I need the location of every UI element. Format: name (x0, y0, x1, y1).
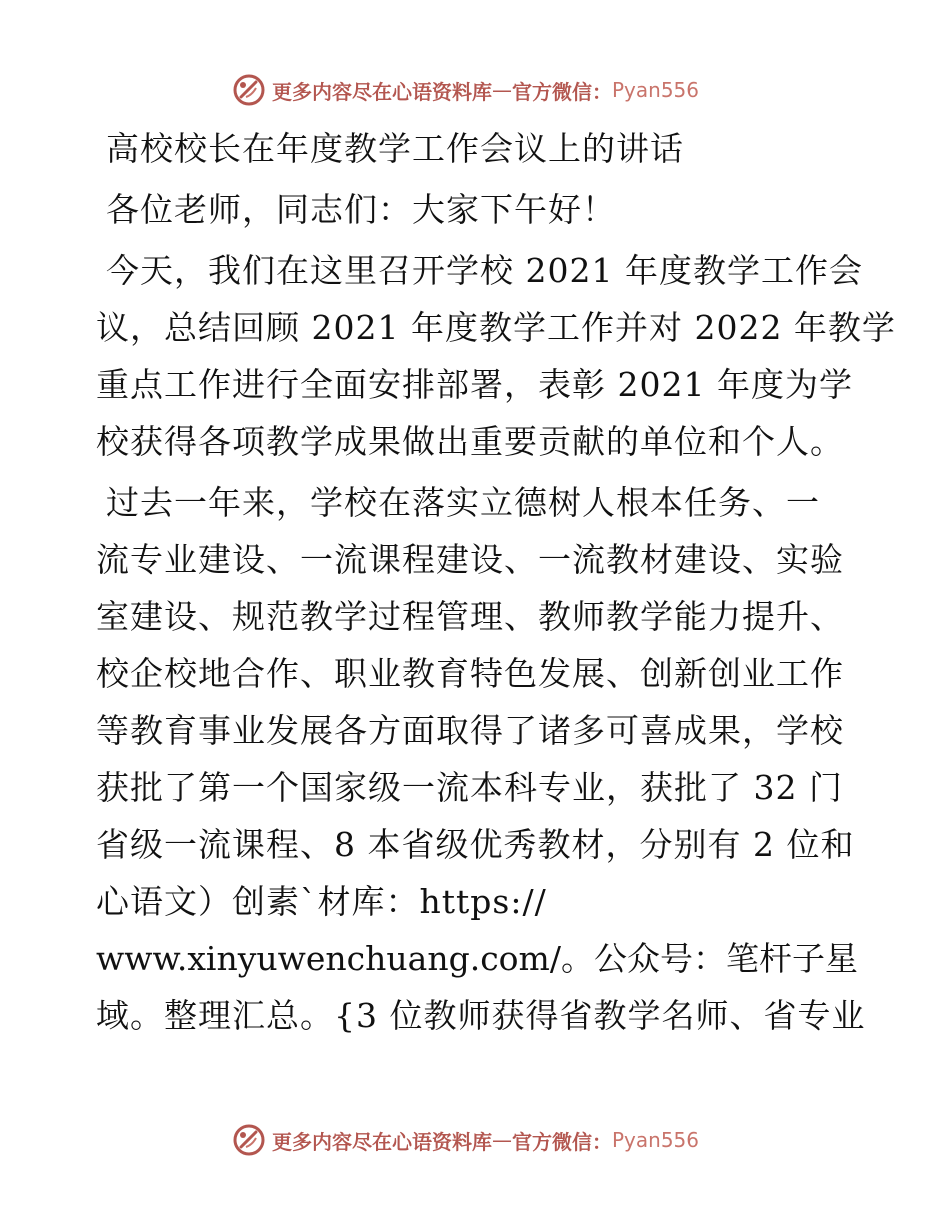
footer-watermark-banner (232, 1120, 732, 1160)
header-watermark-banner (232, 70, 732, 110)
banner-separator: — (492, 78, 512, 102)
paragraph-line: 省级一流课程、8 本省级优秀教材，分别有 2 位和 (96, 825, 855, 864)
paragraph-line: 室建设、规范教学过程管理、教师教学能力提升、 (96, 597, 844, 636)
paragraph-line: 等教育事业发展各方面取得了诸多可喜成果，学校 (96, 711, 844, 750)
document-title: 高校校长在年度教学工作会议上的讲话 (106, 129, 684, 168)
paragraph-line: 域。整理汇总。{3 位教师获得省教学名师、省专业 (96, 996, 866, 1035)
brand-logo-icon (232, 73, 266, 107)
banner-separator: — (492, 1128, 512, 1152)
paragraph-line: 校企校地合作、职业教育特色发展、创新创业工作 (96, 654, 844, 693)
banner-wechat-id: Pyan556 (612, 1128, 700, 1152)
paragraph-line: www.xinyuwenchuang.com/。公众号：笔杆子星 (96, 939, 858, 978)
banner-official-label: 官方微信： (512, 1129, 612, 1154)
paragraph-line: 流专业建设、一流课程建设、一流教材建设、实验 (96, 540, 844, 579)
banner-wechat-id: Pyan556 (612, 78, 700, 102)
paragraph-line: 心语文）创素`材库：https:// (96, 882, 547, 921)
banner-official-label: 官方微信： (512, 79, 612, 104)
brand-logo-icon (232, 1123, 266, 1157)
paragraph-line: 今天，我们在这里召开学校 2021 年度教学工作会 (106, 251, 863, 290)
paragraph-line: 重点工作进行全面安排部署，表彰 2021 年度为学 (96, 365, 853, 404)
paragraph-line: 校获得各项教学成果做出重要贡献的单位和个人。 (96, 422, 844, 461)
document-body (96, 120, 896, 1044)
paragraph-line: 过去一年来，学校在落实立德树人根本任务、一 (106, 483, 820, 522)
banner-text: 更多内容尽在心语资料库 (272, 1129, 492, 1154)
greeting: 各位老师，同志们：大家下午好！ (106, 190, 616, 229)
paragraph-line: 获批了第一个国家级一流本科专业，获批了 32 门 (96, 768, 843, 807)
paragraph-line: 议，总结回顾 2021 年度教学工作并对 2022 年教学 (96, 308, 896, 347)
banner-text: 更多内容尽在心语资料库 (272, 79, 492, 104)
